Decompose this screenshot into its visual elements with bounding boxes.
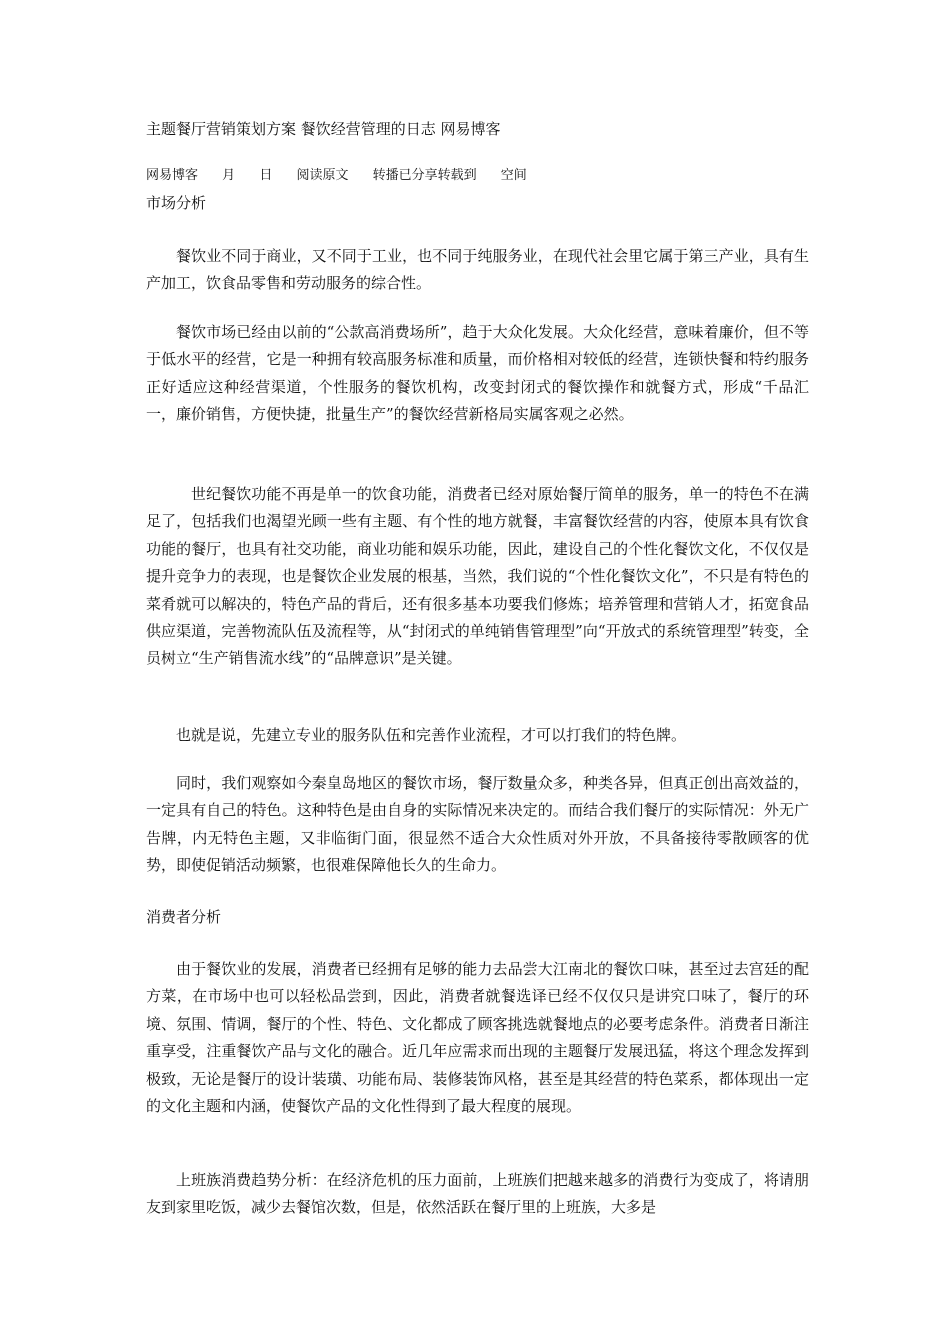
paragraph: 餐饮业不同于商业，又不同于工业，也不同于纯服务业，在现代社会里它属于第三产业，具有生产加工，饮食品零售和劳动服务的综合性。 bbox=[146, 247, 809, 293]
section-heading-consumer: 消费者分析 bbox=[146, 908, 222, 926]
meta-read-original: 阅读原文 bbox=[296, 168, 349, 183]
paragraph: 餐饮市场已经由以前的“公款高消费场所”，趋于大众化发展。大众化经营，意味着廉价，但不等于低水平的经营，它是一种拥有较高服务标准和质量，而价格相对较低的经营，连锁快餐和特约服务正好适应这种经营渠道，个性服务的餐饮机构，改变封闭式的餐饮操作和就餐方式，形成“千品汇一，廉价销售，方便快捷，批量生产”的餐饮经营新格局实属客观之必然。 bbox=[146, 323, 809, 424]
meta-line bbox=[146, 166, 557, 186]
section-heading-market: 市场分析 bbox=[146, 194, 207, 212]
meta-source: 网易博客 bbox=[146, 168, 199, 183]
paragraph: 同时，我们观察如今秦皇岛地区的餐饮市场，餐厅数量众多，种类各异，但真正创出高效益的，一定具有自己的特色。这种特色是由自身的实际情况来决定的。而结合我们餐厅的实际情况：外无广告牌，内无特色主题，又非临街门面，很显然不适合大众性质对外开放，不具备接待零散顾客的优势，即使促销活动频繁，也很难保障他长久的生命力。 bbox=[146, 774, 809, 875]
paragraph: 世纪餐饮功能不再是单一的饮食功能，消费者已经对原始餐厅简单的服务，单一的特色不在满足了，包括我们也渴望光顾一些有主题、有个性的地方就餐，丰富餐饮经营的内容，使原本具有饮食功能的餐厅，也具有社交功能，商业功能和娱乐功能，因此，建设自己的个性化餐饮文化，不仅仅是提升竞争力的表现，也是餐饮企业发展的根基，当然，我们说的“个性化餐饮文化”，不只是有特色的菜肴就可以解决的，特色产品的背后，还有很多基本功要我们修炼；培养管理和营销人才，拓宽食品供应渠道，完善物流队伍及流程等，从“封闭式的单纯销售管理型”向“开放式的系统管理型”转变，全员树立“生产销售流水线”的“品牌意识”是关键。 bbox=[146, 485, 809, 668]
paragraph: 上班族消费趋势分析：在经济危机的压力面前，上班族们把越来越多的消费行为变成了，将请朋友到家里吃饭，减少去餐馆次数，但是，依然活跃在餐厅里的上班族，大多是 bbox=[146, 1171, 809, 1217]
meta-share: 转播已分享转载到 bbox=[372, 168, 477, 183]
paragraph: 也就是说，先建立专业的服务队伍和完善作业流程，才可以打我们的特色牌。 bbox=[176, 726, 687, 744]
meta-month: 月 bbox=[222, 168, 236, 183]
meta-space: 空间 bbox=[500, 168, 527, 183]
meta-day: 日 bbox=[259, 168, 273, 183]
document-title: 主题餐厅营销策划方案 餐饮经营管理的日志 网易博客 bbox=[146, 120, 501, 138]
paragraph: 由于餐饮业的发展，消费者已经拥有足够的能力去品尝大江南北的餐饮口味，甚至过去宫廷的配方菜，在市场中也可以轻松品尝到，因此，消费者就餐选译已经不仅仅只是讲究口味了，餐厅的环境、氛围、情调，餐厅的个性、特色、文化都成了顾客挑选就餐地点的必要考虑条件。消费者日渐注重享受，注重餐饮产品与文化的融合。近几年应需求而出现的主题餐厅发展迅猛，将这个理念发挥到极致，无论是餐厅的设计装璜、功能布局、装修装饰风格，甚至是其经营的特色菜系，都体现出一定的文化主题和内涵，使餐饮产品的文化性得到了最大程度的展现。 bbox=[146, 960, 809, 1116]
